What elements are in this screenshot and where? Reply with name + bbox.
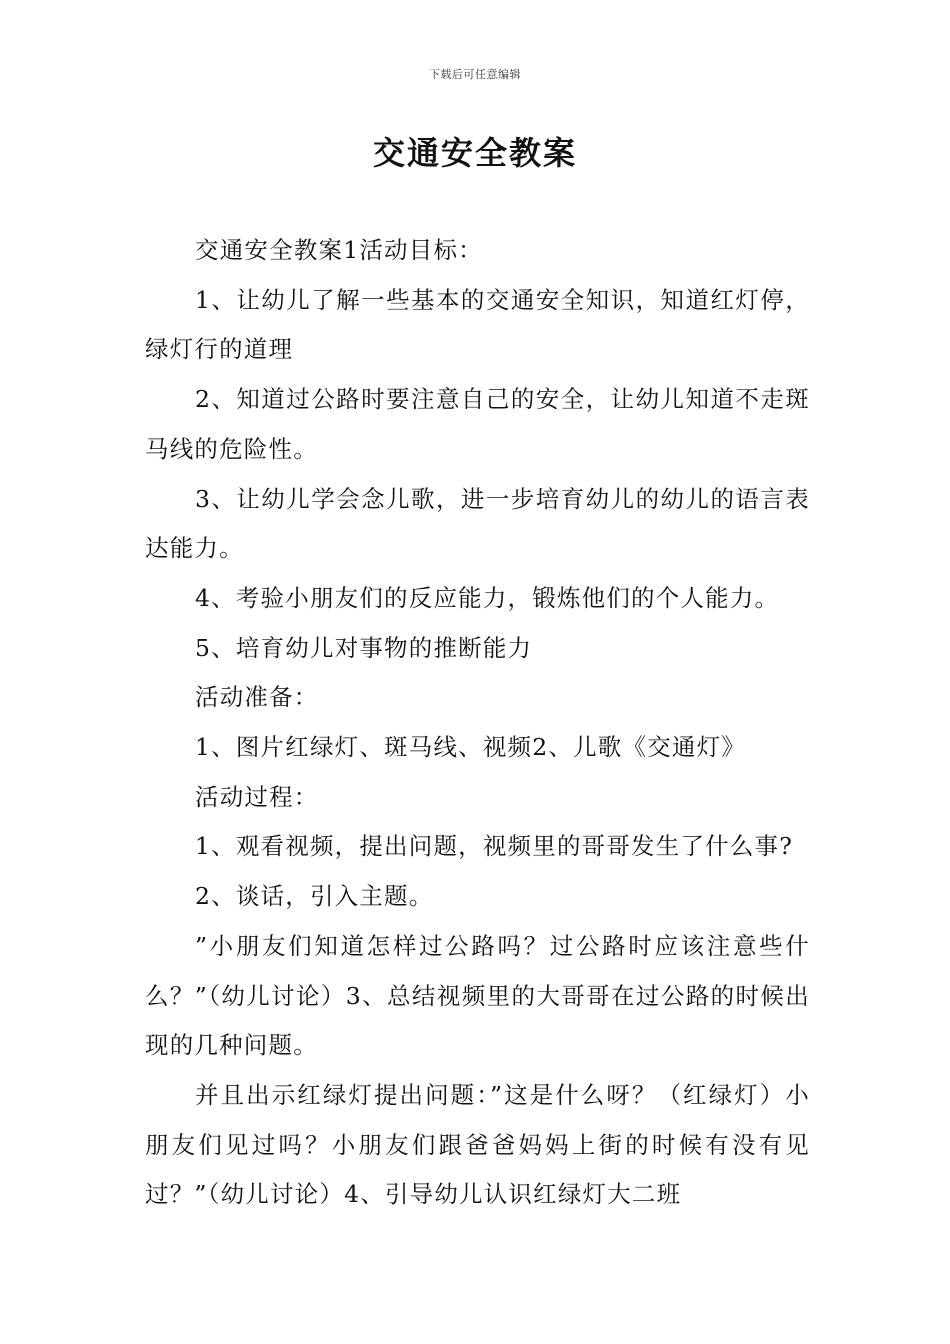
document-body <box>145 226 810 1220</box>
paragraph-intro: 交通安全教案1活动目标： <box>195 236 483 264</box>
document-title: 交通安全教案 <box>372 134 577 172</box>
paragraph-process-2: 2、谈话，引入主题。 <box>195 882 434 911</box>
paragraph-process-heading: 活动过程： <box>195 782 319 811</box>
paragraph-traffic-light: 并且出示红绿灯提出问题：”这是什么呀？（红绿灯）小朋友们见过吗？小朋友们跟爸爸妈妈上街的时候有没有见过？”（幼儿讨论）4、引导幼儿认识红绿灯大二班 <box>145 1080 810 1209</box>
paragraph-goal-1: 1、让幼儿了解一些基本的交通安全知识，知道红灯停，绿灯行的道理 <box>145 285 810 364</box>
paragraph-goal-3: 3、让幼儿学会念儿歌，进一步培育幼儿的幼儿的语言表达能力。 <box>145 484 810 563</box>
paragraph-goal-4: 4、考验小朋友们的反应能力，锻炼他们的个人能力。 <box>195 583 780 612</box>
paragraph-goal-2: 2、知道过公路时要注意自己的安全，让幼儿知道不走斑马线的危险性。 <box>145 385 810 463</box>
paragraph-process-1: 1、观看视频，提出问题，视频里的哥哥发生了什么事? <box>195 832 794 861</box>
paragraph-goal-5: 5、培育幼儿对事物的推断能力 <box>195 633 533 662</box>
header-note: 下载后可任意编辑 <box>429 68 521 81</box>
paragraph-discussion: ”小朋友们知道怎样过公路吗？过公路时应该注意些什么？”（幼儿讨论）3、总结视频里的大哥哥在过公路的时候出现的几种问题。 <box>145 931 810 1060</box>
paragraph-preparation-heading: 活动准备： <box>195 683 319 712</box>
paragraph-preparation-items: 1、图片红绿灯、斑马线、视频2、儿歌《交通灯》 <box>195 733 747 762</box>
